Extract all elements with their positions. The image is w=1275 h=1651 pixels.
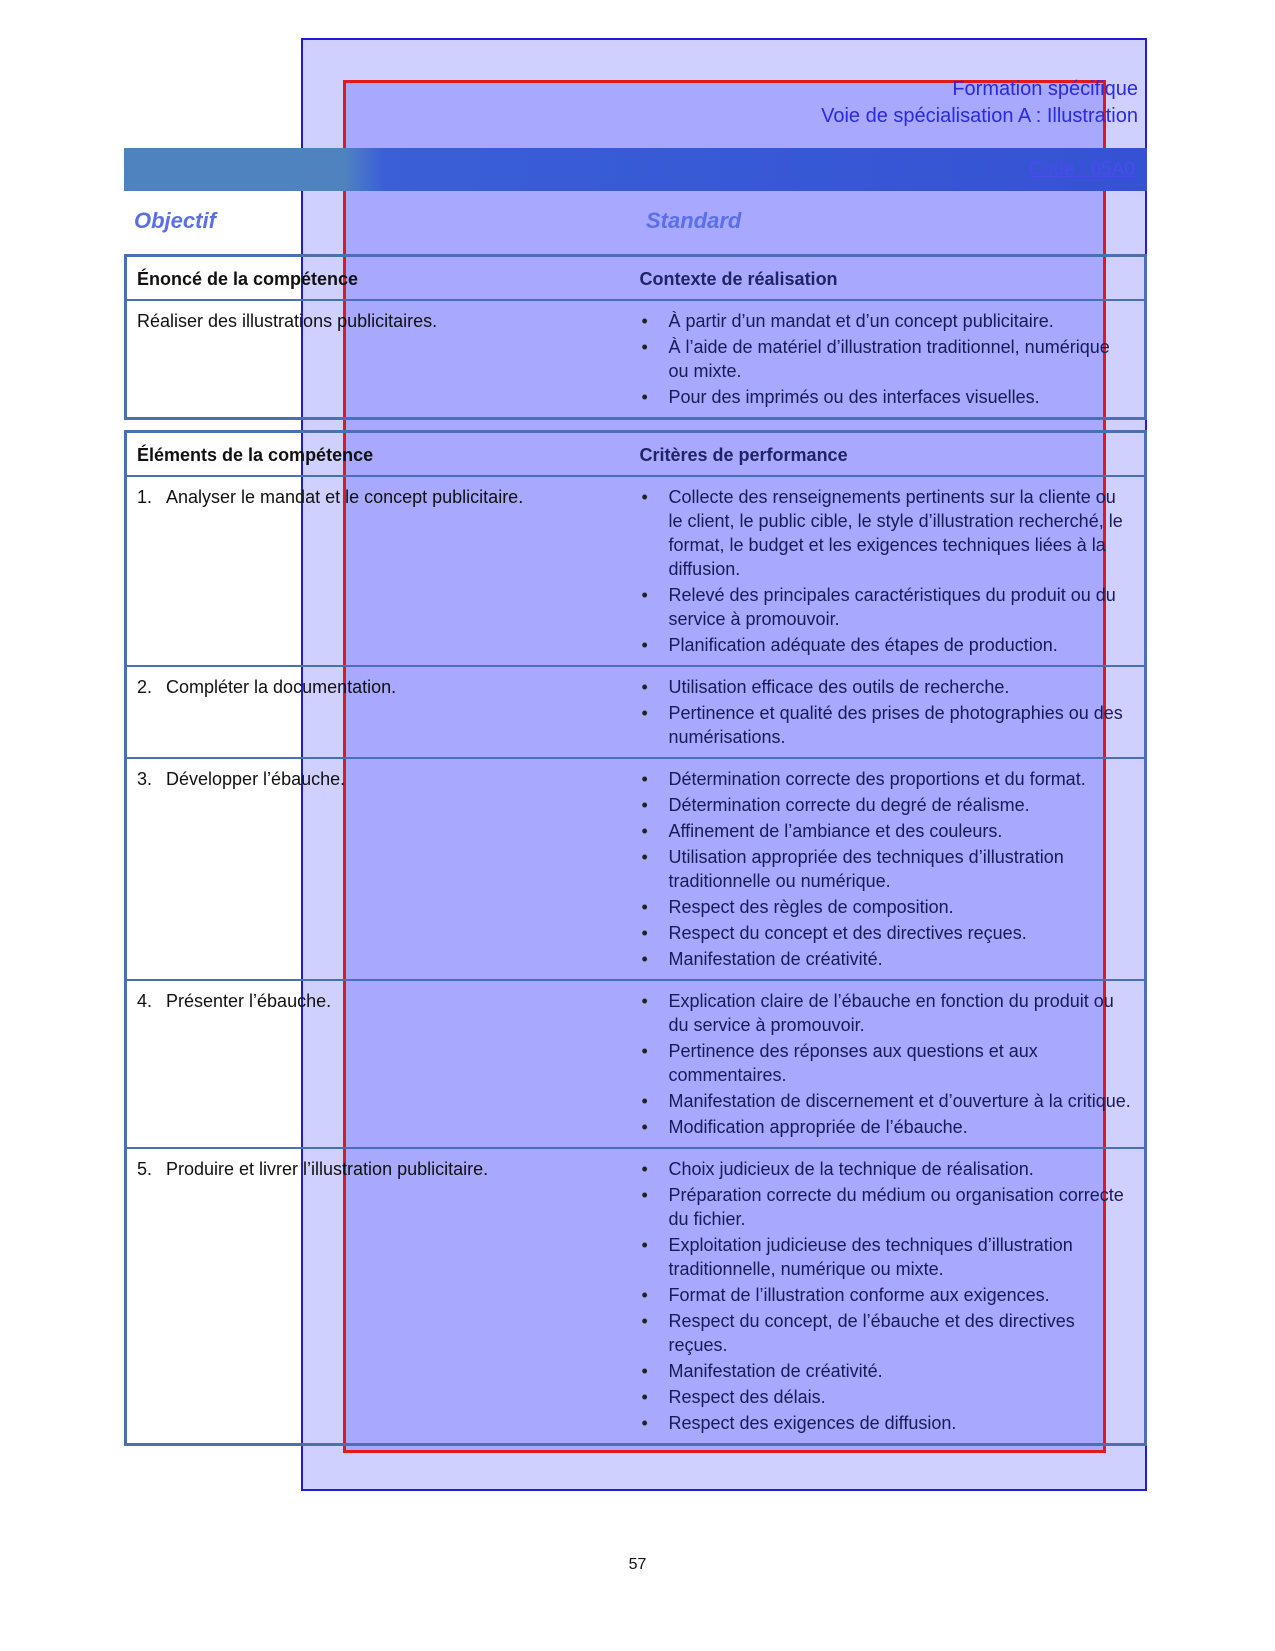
list-item: • Relevé des principales caractéristiques du produit ou du service à promouvoir. — [640, 583, 1133, 631]
list-item: • Détermination correcte des proportions et du format. — [640, 767, 1133, 791]
element-number: 1. — [137, 486, 153, 507]
table-row — [126, 476, 1146, 666]
criteria-list — [640, 767, 1133, 971]
context-list — [640, 309, 1133, 409]
list-item: • Utilisation appropriée des techniques d’illustration traditionnelle ou numérique. — [640, 845, 1133, 893]
context-header: Contexte de réalisation — [639, 269, 838, 289]
elements-header: Éléments de la compétence — [137, 445, 374, 465]
list-item: • Respect du concept, de l’ébauche et des directives reçues. — [640, 1309, 1133, 1357]
list-item: • Respect du concept et des directives reçues. — [640, 921, 1133, 945]
standard-heading: Standard — [646, 208, 742, 233]
competence-table — [124, 254, 1147, 420]
list-item: • Modification appropriée de l’ébauche. — [640, 1115, 1133, 1139]
list-item: • Manifestation de créativité. — [640, 1359, 1133, 1383]
element-number: 3. — [137, 768, 153, 789]
section-headings — [134, 208, 1134, 236]
list-item: • Détermination correcte du degré de réalisme. — [640, 793, 1133, 817]
list-item: • Préparation correcte du médium ou organisation correcte du fichier. — [640, 1183, 1133, 1231]
document-header — [821, 76, 1138, 130]
competence-statement-header: Énoncé de la compétence — [137, 269, 359, 289]
list-item: • Respect des règles de composition. — [640, 895, 1133, 919]
element-number: 5. — [137, 1158, 153, 1179]
element-label: Produire et livrer l’illustration publicitaire. — [166, 1158, 489, 1179]
table-row — [126, 1148, 1146, 1445]
table-row — [126, 666, 1146, 758]
element-label: Compléter la documentation. — [166, 676, 397, 697]
list-item: • Respect des exigences de diffusion. — [640, 1411, 1133, 1435]
table-row — [126, 758, 1146, 980]
list-item: • À l’aide de matériel d’illustration traditionnel, numérique ou mixte. — [640, 335, 1133, 383]
list-item: • Pertinence des réponses aux questions et aux commentaires. — [640, 1039, 1133, 1087]
elements-table — [124, 430, 1147, 1446]
program-title: Formation spécifique — [952, 78, 1138, 100]
page-number: 57 — [628, 1556, 647, 1573]
list-item: • Respect des délais. — [640, 1385, 1133, 1409]
competency-code: Code : 05A0 — [1029, 159, 1135, 180]
list-item: • Format de l’illustration conforme aux exigences. — [640, 1283, 1133, 1307]
element-label: Présenter l’ébauche. — [166, 990, 332, 1011]
criteria-list — [640, 485, 1133, 657]
element-number: 4. — [137, 990, 153, 1011]
criteria-list — [640, 675, 1133, 749]
list-item: • Exploitation judicieuse des techniques d’illustration traditionnelle, numérique ou mixte. — [640, 1233, 1133, 1281]
list-item: • Manifestation de discernement et d’ouverture à la critique. — [640, 1089, 1133, 1113]
criteria-list — [640, 1157, 1133, 1435]
list-item: • À partir d’un mandat et d’un concept publicitaire. — [640, 309, 1133, 333]
element-label: Développer l’ébauche. — [166, 768, 346, 789]
list-item: • Utilisation efficace des outils de recherche. — [640, 675, 1133, 699]
table-row — [126, 300, 1146, 419]
criteria-header: Critères de performance — [639, 445, 848, 465]
list-item: • Pertinence et qualité des prises de photographies ou des numérisations. — [640, 701, 1133, 749]
code-bar — [124, 148, 1147, 191]
list-item: • Pour des imprimés ou des interfaces visuelles. — [640, 385, 1133, 409]
list-item: • Choix judicieux de la technique de réalisation. — [640, 1157, 1133, 1181]
criteria-list — [640, 989, 1133, 1139]
list-item: • Explication claire de l’ébauche en fonction du produit ou du service à promouvoir. — [640, 989, 1133, 1037]
list-item: • Planification adéquate des étapes de production. — [640, 633, 1133, 657]
list-item: • Manifestation de créativité. — [640, 947, 1133, 971]
objective-heading: Objectif — [134, 208, 216, 233]
table-header-row — [126, 256, 1146, 300]
element-number: 2. — [137, 676, 153, 697]
list-item: • Affinement de l’ambiance et des couleurs. — [640, 819, 1133, 843]
specialization-title: Voie de spécialisation A : Illustration — [821, 105, 1138, 127]
list-item: • Collecte des renseignements pertinents sur la cliente ou le client, le public cible, le style d’illustration recherché, le format, le budget et les exigences techniques liées à la diffusion. — [640, 485, 1133, 581]
competence-statement: Réaliser des illustrations publicitaires. — [137, 310, 438, 331]
table-row — [126, 980, 1146, 1148]
element-label: Analyser le mandat et le concept publicitaire. — [166, 486, 524, 507]
table-header-row — [126, 432, 1146, 476]
